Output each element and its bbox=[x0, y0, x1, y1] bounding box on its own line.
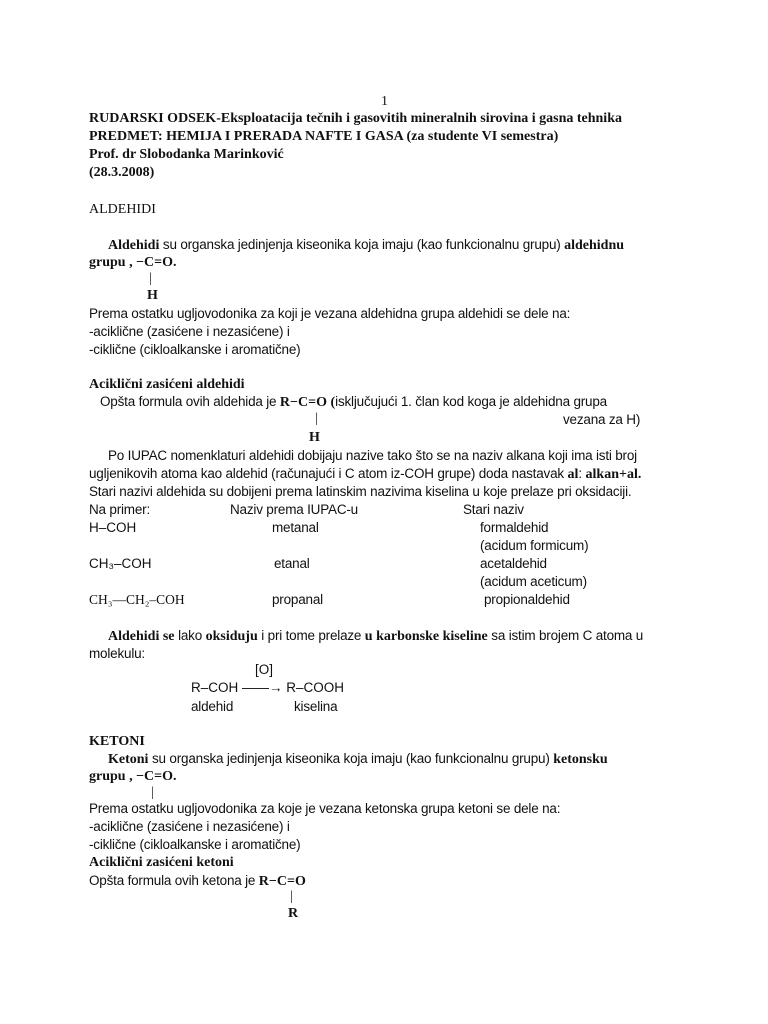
ketoni-intro: Ketoni su organska jedinjenja kiseonika koja imaju (kao funkcionalnu grupu) ketonsku bbox=[108, 751, 608, 767]
aldehidi-div2: -ciklične (cikloalkanske i aromatične) bbox=[89, 342, 301, 357]
section-title-ketoni: KETONI bbox=[89, 734, 145, 749]
header-subject: PREDMET: HEMIJA I PRERADA NAFTE I GASA (za studente VI semestra) bbox=[89, 129, 559, 144]
table-header-old: Stari naziv bbox=[463, 502, 524, 517]
ketoni-formula-r: R bbox=[288, 906, 299, 921]
aldehidi-bond: | bbox=[149, 271, 152, 286]
table-row-old-latin: (acidum aceticum) bbox=[480, 574, 587, 589]
aldehidi-stari: Stari nazivi aldehida su dobijeni prema latinskim nazivima kiselina u koje prelaze pri oksidaciji. bbox=[89, 484, 632, 499]
aldehidi-iupac-1: Po IUPAC nomenklaturi aldehidi dobijaju nazive tako što se na naziv alkana koji ima isti broj bbox=[108, 448, 637, 463]
reaction-condition: [O] bbox=[255, 662, 274, 677]
aldehidi-intro: Aldehidi su organska jedinjenja kiseonika koja imaju (kao funkcionalnu grupu) aldehidnu bbox=[108, 237, 625, 253]
ketoni-div2: -ciklične (cikloalkanske i aromatične) bbox=[89, 837, 301, 852]
table-row-iupac: etanal bbox=[274, 556, 310, 571]
table-row-iupac: propanal bbox=[272, 592, 323, 607]
table-row-formula: CH₃—CH₂–COH bbox=[89, 592, 185, 607]
aldehidi-division: Prema ostatku ugljovodonika za koji je vezana aldehidna grupa aldehidi se dele na: bbox=[89, 306, 571, 321]
ketoni-formula: Opšta formula ovih ketona je R−C=O bbox=[89, 873, 306, 889]
table-header-iupac: Naziv prema IUPAC-u bbox=[230, 502, 358, 517]
aldehidi-div1: -aciklične (zasićene i nezasićene) i bbox=[89, 324, 290, 339]
aldehidi-formula-bond: | bbox=[315, 411, 318, 426]
table-row-old: acetaldehid bbox=[480, 556, 547, 571]
section-title-aldehidi: ALDEHIDI bbox=[89, 202, 156, 217]
header-professor: Prof. dr Slobodanka Marinković bbox=[89, 147, 284, 162]
ketoni-division: Prema ostatku ugljovodonika za koje je vezana ketonska grupa ketoni se dele na: bbox=[89, 801, 561, 816]
aldehidi-formula-h: H bbox=[309, 430, 320, 445]
ketoni-bond: | bbox=[151, 785, 154, 800]
aldehidi-oxidation: Aldehidi se lako oksiduju i pri tome prelaze u karbonske kiseline sa istim brojem C atoma u bbox=[108, 628, 644, 644]
aldehidi-oxidation-2: molekulu: bbox=[89, 646, 145, 661]
aldehidi-group: grupu , −C=O. bbox=[89, 255, 177, 270]
table-row-formula: CH₃–COH bbox=[89, 556, 152, 571]
aldehidi-iupac-2: ugljenikovih atoma kao aldehid (računajući i C atom iz-COH grupe) doda nastavak al: alkan+al. bbox=[89, 466, 642, 482]
table-row-old-latin: (acidum formicum) bbox=[480, 538, 589, 553]
reaction-label-aldehid: aldehid bbox=[191, 699, 234, 714]
header-date: (28.3.2008) bbox=[89, 165, 155, 180]
table-row-iupac: metanal bbox=[272, 520, 319, 535]
aldehidi-h: H bbox=[147, 288, 158, 303]
reaction-equation: R–COH ——→ R–COOH bbox=[191, 680, 345, 695]
ketoni-div1: -aciklične (zasićene i nezasićene) i bbox=[89, 819, 290, 834]
aldehidi-formula-note: vezana za H) bbox=[563, 412, 641, 427]
aldehidi-formula: Opšta formula ovih aldehida je R−C=O (isključujući 1. član kod koga je aldehidna grupa bbox=[100, 394, 607, 410]
subsection-title-aldehidi: Aciklični zasićeni aldehidi bbox=[89, 377, 245, 392]
ketoni-formula-bond: | bbox=[290, 889, 293, 904]
table-row-formula: H–COH bbox=[89, 520, 137, 535]
page-number: 1 bbox=[381, 94, 388, 109]
table-row-old: formaldehid bbox=[480, 520, 549, 535]
table-row-old: propionaldehid bbox=[484, 592, 570, 607]
subsection-title-ketoni: Aciklični zasićeni ketoni bbox=[89, 855, 234, 870]
header-department: RUDARSKI ODSEK-Eksploatacija tečnih i gasovitih mineralnih sirovina i gasna tehnika bbox=[89, 111, 622, 126]
ketoni-group: grupu , −C=O. bbox=[89, 769, 177, 784]
table-header-example: Na primer: bbox=[89, 502, 151, 517]
reaction-label-kiselina: kiselina bbox=[294, 699, 338, 714]
